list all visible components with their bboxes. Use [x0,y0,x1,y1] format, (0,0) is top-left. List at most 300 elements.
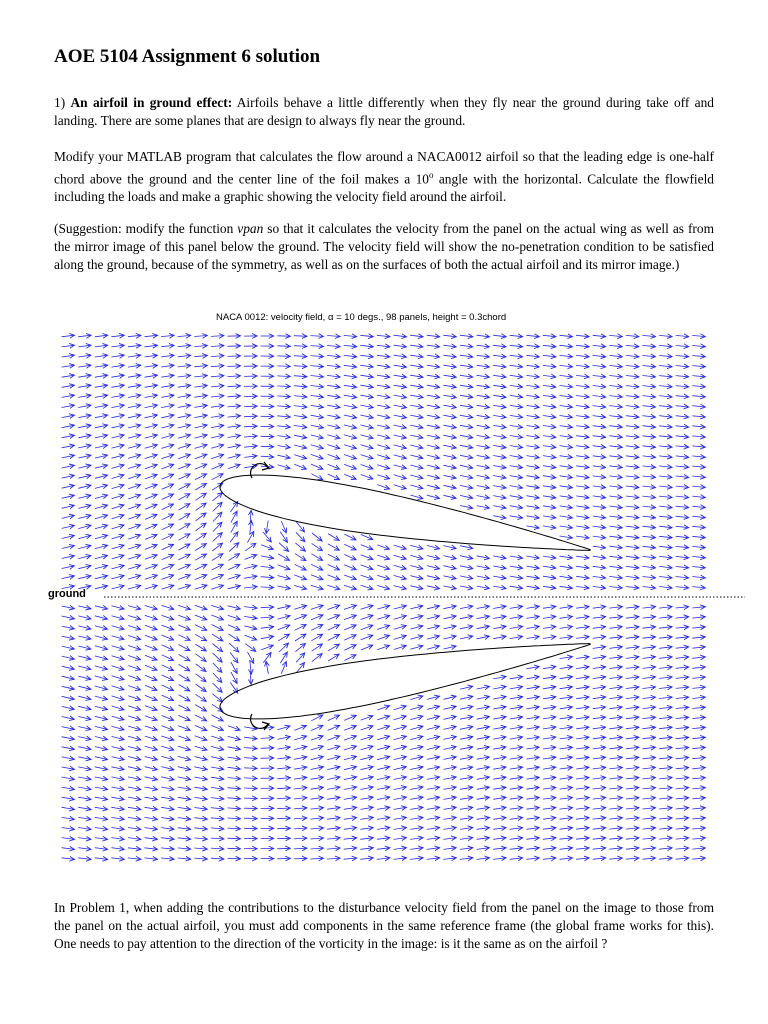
velocity-arrow [327,828,340,830]
velocity-arrow [410,797,423,799]
velocity-arrow [659,536,672,537]
velocity-arrow [178,705,190,711]
velocity-arrow [609,697,622,699]
velocity-arrow [443,606,456,609]
velocity-arrow [676,577,689,578]
velocity-arrow [112,455,125,458]
velocity-arrow [692,858,705,859]
velocity-arrow [277,346,290,347]
velocity-arrow [659,546,672,548]
suggestion-text-b: so that it calculates the velocity from the panel on the actual wing as well as from the mirror image of this panel below the ground. The velocity field will show the no-penetration condition to be satisfied along the ground, because of the symmetry, as well as on the surfaces of both the actual airfoil and its mirror image.) [54,221,714,272]
velocity-arrow [626,848,639,849]
velocity-arrow [493,858,506,860]
velocity-arrow [560,396,573,398]
velocity-arrow [526,737,539,739]
velocity-arrow [643,366,656,367]
velocity-arrow [360,415,373,418]
velocity-arrow [95,525,108,529]
velocity-arrow [128,646,140,650]
velocity-arrow [493,345,506,347]
velocity-arrow [263,532,271,542]
velocity-arrow [112,535,124,539]
velocity-arrow [493,405,506,407]
velocity-arrow [178,405,191,407]
velocity-arrow [510,636,523,638]
velocity-arrow [78,556,91,559]
velocity-arrow [460,375,473,377]
velocity-arrow [128,616,140,620]
velocity-arrow [526,506,539,508]
velocity-arrow [609,426,622,428]
velocity-arrow [261,587,274,588]
velocity-arrow [659,667,672,669]
velocity-arrow [510,576,523,578]
velocity-arrow [78,696,91,699]
velocity-arrow [261,566,274,568]
velocity-arrow [643,637,656,638]
velocity-arrow [195,757,208,760]
velocity-arrow [576,607,589,609]
velocity-arrow [560,556,573,558]
velocity-arrow [560,747,573,749]
velocity-arrow [443,435,456,438]
velocity-arrow [460,767,473,769]
velocity-arrow [377,445,390,449]
velocity-arrow [211,757,224,760]
velocity-arrow [261,577,274,578]
velocity-arrow [626,416,639,417]
velocity-arrow [543,556,556,558]
velocity-arrow [659,838,672,839]
velocity-arrow [344,777,357,780]
velocity-arrow [493,355,506,357]
velocity-arrow [145,535,157,540]
velocity-arrow [692,396,705,397]
velocity-arrow [229,634,240,641]
velocity-arrow [427,335,440,337]
velocity-arrow [344,405,357,408]
velocity-arrow [95,435,108,438]
velocity-arrow [609,466,622,468]
velocity-arrow [394,747,407,750]
velocity-arrow [427,545,440,548]
velocity-arrow [526,858,539,859]
velocity-arrow [560,576,573,578]
velocity-arrow [195,464,207,469]
velocity-arrow [609,767,622,769]
velocity-arrow [311,715,323,721]
velocity-arrow [510,697,523,699]
velocity-arrow [78,355,91,357]
velocity-arrow [344,435,357,438]
circulation-arrow-lower [251,714,268,728]
velocity-arrow [211,777,224,779]
velocity-arrow [78,636,91,639]
velocity-arrow [427,455,440,458]
velocity-arrow [609,486,622,488]
velocity-arrow [692,627,705,628]
velocity-arrow [394,355,407,357]
velocity-arrow [560,365,573,367]
velocity-arrow [145,777,158,780]
velocity-arrow [194,395,207,397]
velocity-arrow [410,848,423,850]
velocity-arrow [626,737,639,739]
velocity-arrow [626,516,639,518]
velocity-arrow [344,534,356,540]
velocity-arrow [593,848,606,849]
velocity-arrow [161,445,173,449]
velocity-arrow [228,416,241,417]
velocity-arrow [643,396,656,397]
velocity-arrow [526,767,539,769]
velocity-arrow [195,725,207,730]
velocity-arrow [128,676,140,680]
velocity-arrow [692,416,705,417]
velocity-arrow [361,575,373,579]
velocity-arrow [95,757,108,760]
velocity-arrow [427,777,440,779]
velocity-arrow [244,748,257,749]
velocity-arrow [609,556,622,558]
velocity-arrow [493,375,506,377]
velocity-arrow [427,807,440,809]
velocity-arrow [543,747,556,749]
velocity-arrow [609,406,622,408]
velocity-arrow [692,617,705,618]
velocity-arrow [95,686,108,690]
velocity-arrow [626,426,639,428]
velocity-arrow [95,475,108,478]
velocity-arrow [576,637,589,639]
velocity-arrow [377,405,390,408]
velocity-arrow [609,617,622,619]
velocity-arrow [78,515,91,518]
velocity-arrow [344,565,356,570]
velocity-arrow [526,345,539,347]
velocity-arrow [145,665,157,670]
velocity-arrow [128,565,140,569]
velocity-arrow [692,697,705,698]
velocity-arrow [394,838,407,840]
velocity-arrow [609,677,622,679]
velocity-arrow [261,446,274,447]
velocity-arrow [179,504,190,511]
velocity-arrow [278,726,290,730]
velocity-arrow [377,828,390,830]
velocity-arrow [162,544,174,549]
velocity-arrow [626,486,639,488]
velocity-arrow [311,366,324,367]
figure-title: NACA 0012: velocity field, α = 10 degs., 98 panels, height = 0.3chord [216,312,507,323]
velocity-arrow [543,345,556,347]
velocity-arrow [344,746,356,750]
velocity-arrow [112,505,124,509]
velocity-arrow [161,405,174,408]
velocity-arrow [692,496,705,497]
velocity-arrow [161,746,173,750]
velocity-arrow [427,716,440,719]
velocity-arrow [78,365,91,367]
velocity-arrow [178,787,191,789]
velocity-arrow [526,717,539,719]
velocity-arrow [394,646,406,650]
velocity-arrow [112,747,125,750]
velocity-arrow [294,828,307,829]
velocity-arrow [593,426,606,428]
velocity-arrow [477,848,490,850]
velocity-arrow [311,625,323,631]
velocity-arrow [112,565,125,569]
velocity-arrow [311,736,323,740]
velocity-arrow [112,606,125,609]
velocity-arrow [543,436,556,438]
velocity-arrow [211,346,224,347]
velocity-arrow [211,376,224,377]
velocity-arrow [643,687,656,689]
velocity-arrow [78,606,91,609]
velocity-arrow [643,577,656,578]
velocity-arrow [360,345,373,347]
velocity-arrow [311,605,323,609]
velocity-arrow [576,858,589,859]
velocity-arrow [211,838,224,839]
velocity-arrow [161,455,173,459]
velocity-arrow [526,335,539,336]
velocity-arrow [128,385,141,387]
velocity-arrow [261,556,274,558]
velocity-arrow [609,456,622,458]
velocity-arrow [245,644,255,652]
velocity-arrow [162,534,174,540]
velocity-arrow [278,634,289,641]
velocity-arrow [410,375,423,377]
velocity-arrow [112,666,124,670]
velocity-arrow [278,455,291,458]
velocity-arrow [510,818,523,820]
velocity-arrow [128,807,141,809]
velocity-arrow [692,436,705,437]
velocity-arrow [145,757,158,760]
velocity-arrow [361,645,373,650]
velocity-arrow [692,747,705,748]
velocity-arrow [626,657,639,659]
velocity-arrow [676,647,689,648]
velocity-arrow [394,365,407,367]
velocity-arrow [609,707,622,709]
velocity-arrow [145,848,158,850]
velocity-arrow [178,585,190,589]
velocity-arrow [327,777,340,780]
velocity-arrow [278,576,291,579]
velocity-arrow [128,666,140,670]
velocity-arrow [213,533,223,542]
velocity-arrow [643,818,656,819]
velocity-arrow [659,345,672,346]
velocity-arrow [128,746,141,749]
velocity-arrow [576,787,589,789]
velocity-arrow [626,546,639,548]
velocity-arrow [443,375,456,377]
velocity-arrow [444,556,457,559]
velocity-arrow [161,345,174,346]
velocity-arrow [560,375,573,377]
velocity-arrow [128,475,140,479]
velocity-arrow [230,652,238,662]
velocity-arrow [510,415,523,417]
velocity-arrow [128,515,140,519]
velocity-arrow [145,675,157,680]
velocity-arrow [676,436,689,437]
velocity-arrow [95,395,108,397]
velocity-arrow [295,634,306,641]
velocity-arrow [295,625,307,631]
velocity-arrow [195,445,207,449]
velocity-arrow [410,716,423,719]
velocity-arrow [179,534,190,540]
velocity-arrow [195,484,206,491]
velocity-arrow [643,496,656,497]
velocity-arrow [493,516,506,518]
velocity-arrow [692,768,705,769]
velocity-arrow [477,697,490,700]
velocity-arrow [543,446,556,448]
velocity-arrow [377,838,390,840]
velocity-arrow [78,706,91,709]
velocity-arrow [212,644,222,652]
velocity-arrow [692,848,705,849]
velocity-arrow [510,345,523,347]
velocity-arrow [78,415,91,417]
velocity-arrow [526,637,539,639]
velocity-arrow [394,736,407,739]
velocity-arrow [510,777,523,779]
velocity-arrow [659,506,672,508]
velocity-arrow [659,697,672,698]
velocity-arrow [78,335,91,337]
velocity-arrow [626,576,639,578]
velocity-arrow [62,395,75,397]
velocity-arrow [95,828,108,830]
velocity-arrow [62,646,75,649]
velocity-arrow [277,416,290,417]
velocity-arrow [161,435,174,438]
velocity-arrow [410,736,423,739]
velocity-arrow [576,687,589,689]
velocity-arrow [377,817,390,819]
velocity-arrow [377,375,390,377]
velocity-arrow [194,797,207,799]
velocity-arrow [228,426,241,428]
velocity-arrow [128,736,141,740]
velocity-arrow [128,848,141,850]
velocity-arrow [62,626,75,629]
velocity-arrow [62,345,75,347]
velocity-arrow [178,726,190,731]
velocity-arrow [560,637,573,639]
velocity-arrow [145,465,157,469]
velocity-arrow [312,543,323,550]
velocity-arrow [493,737,506,739]
velocity-arrow [328,544,339,550]
velocity-arrow [510,717,523,719]
velocity-arrow [128,686,140,690]
velocity-arrow [228,615,240,619]
velocity-arrow [294,406,307,408]
velocity-arrow [361,635,373,640]
velocity-arrow [560,416,573,418]
velocity-arrow [179,695,190,701]
velocity-arrow [643,647,656,649]
velocity-arrow [244,436,257,437]
velocity-arrow [280,532,287,543]
velocity-arrow [510,616,523,618]
velocity-arrow [377,465,389,469]
velocity-arrow [609,366,622,367]
velocity-arrow [261,636,274,638]
velocity-arrow [281,662,286,674]
velocity-arrow [360,385,373,387]
velocity-arrow [493,626,506,628]
velocity-arrow [296,532,305,541]
velocity-arrow [576,808,589,810]
velocity-arrow [178,756,191,759]
velocity-arrow [560,386,573,388]
velocity-arrow [78,455,91,458]
velocity-arrow [460,818,473,820]
velocity-arrow [477,777,490,779]
velocity-arrow [493,445,506,447]
velocity-arrow [244,616,257,618]
velocity-arrow [510,436,523,438]
velocity-arrow [692,376,705,377]
velocity-arrow [609,848,622,849]
velocity-arrow [261,645,273,650]
velocity-arrow [460,506,473,509]
velocity-arrow [195,715,207,721]
velocity-arrow [294,606,306,610]
velocity-arrow [112,515,124,519]
velocity-arrow [427,626,440,629]
velocity-arrow [62,807,75,809]
velocity-arrow [560,486,573,488]
velocity-arrow [211,336,224,337]
velocity-arrow [328,615,340,620]
velocity-arrow [195,554,206,560]
velocity-arrow [659,456,672,457]
velocity-arrow [277,446,290,448]
velocity-arrow [692,556,705,557]
velocity-arrow [510,828,523,830]
velocity-arrow [676,717,689,718]
velocity-arrow [62,717,75,720]
velocity-arrow [360,355,373,357]
velocity-arrow [161,585,173,589]
velocity-arrow [128,636,140,640]
velocity-arrow [477,375,490,377]
velocity-arrow [643,737,656,738]
velocity-arrow [543,476,556,478]
velocity-arrow [128,555,140,559]
velocity-arrow [593,376,606,377]
velocity-arrow [643,627,656,629]
velocity-arrow [427,838,440,840]
velocity-arrow [609,727,622,729]
velocity-arrow [460,757,473,759]
velocity-arrow [410,445,423,448]
velocity-arrow [410,696,423,700]
velocity-arrow [377,797,390,799]
